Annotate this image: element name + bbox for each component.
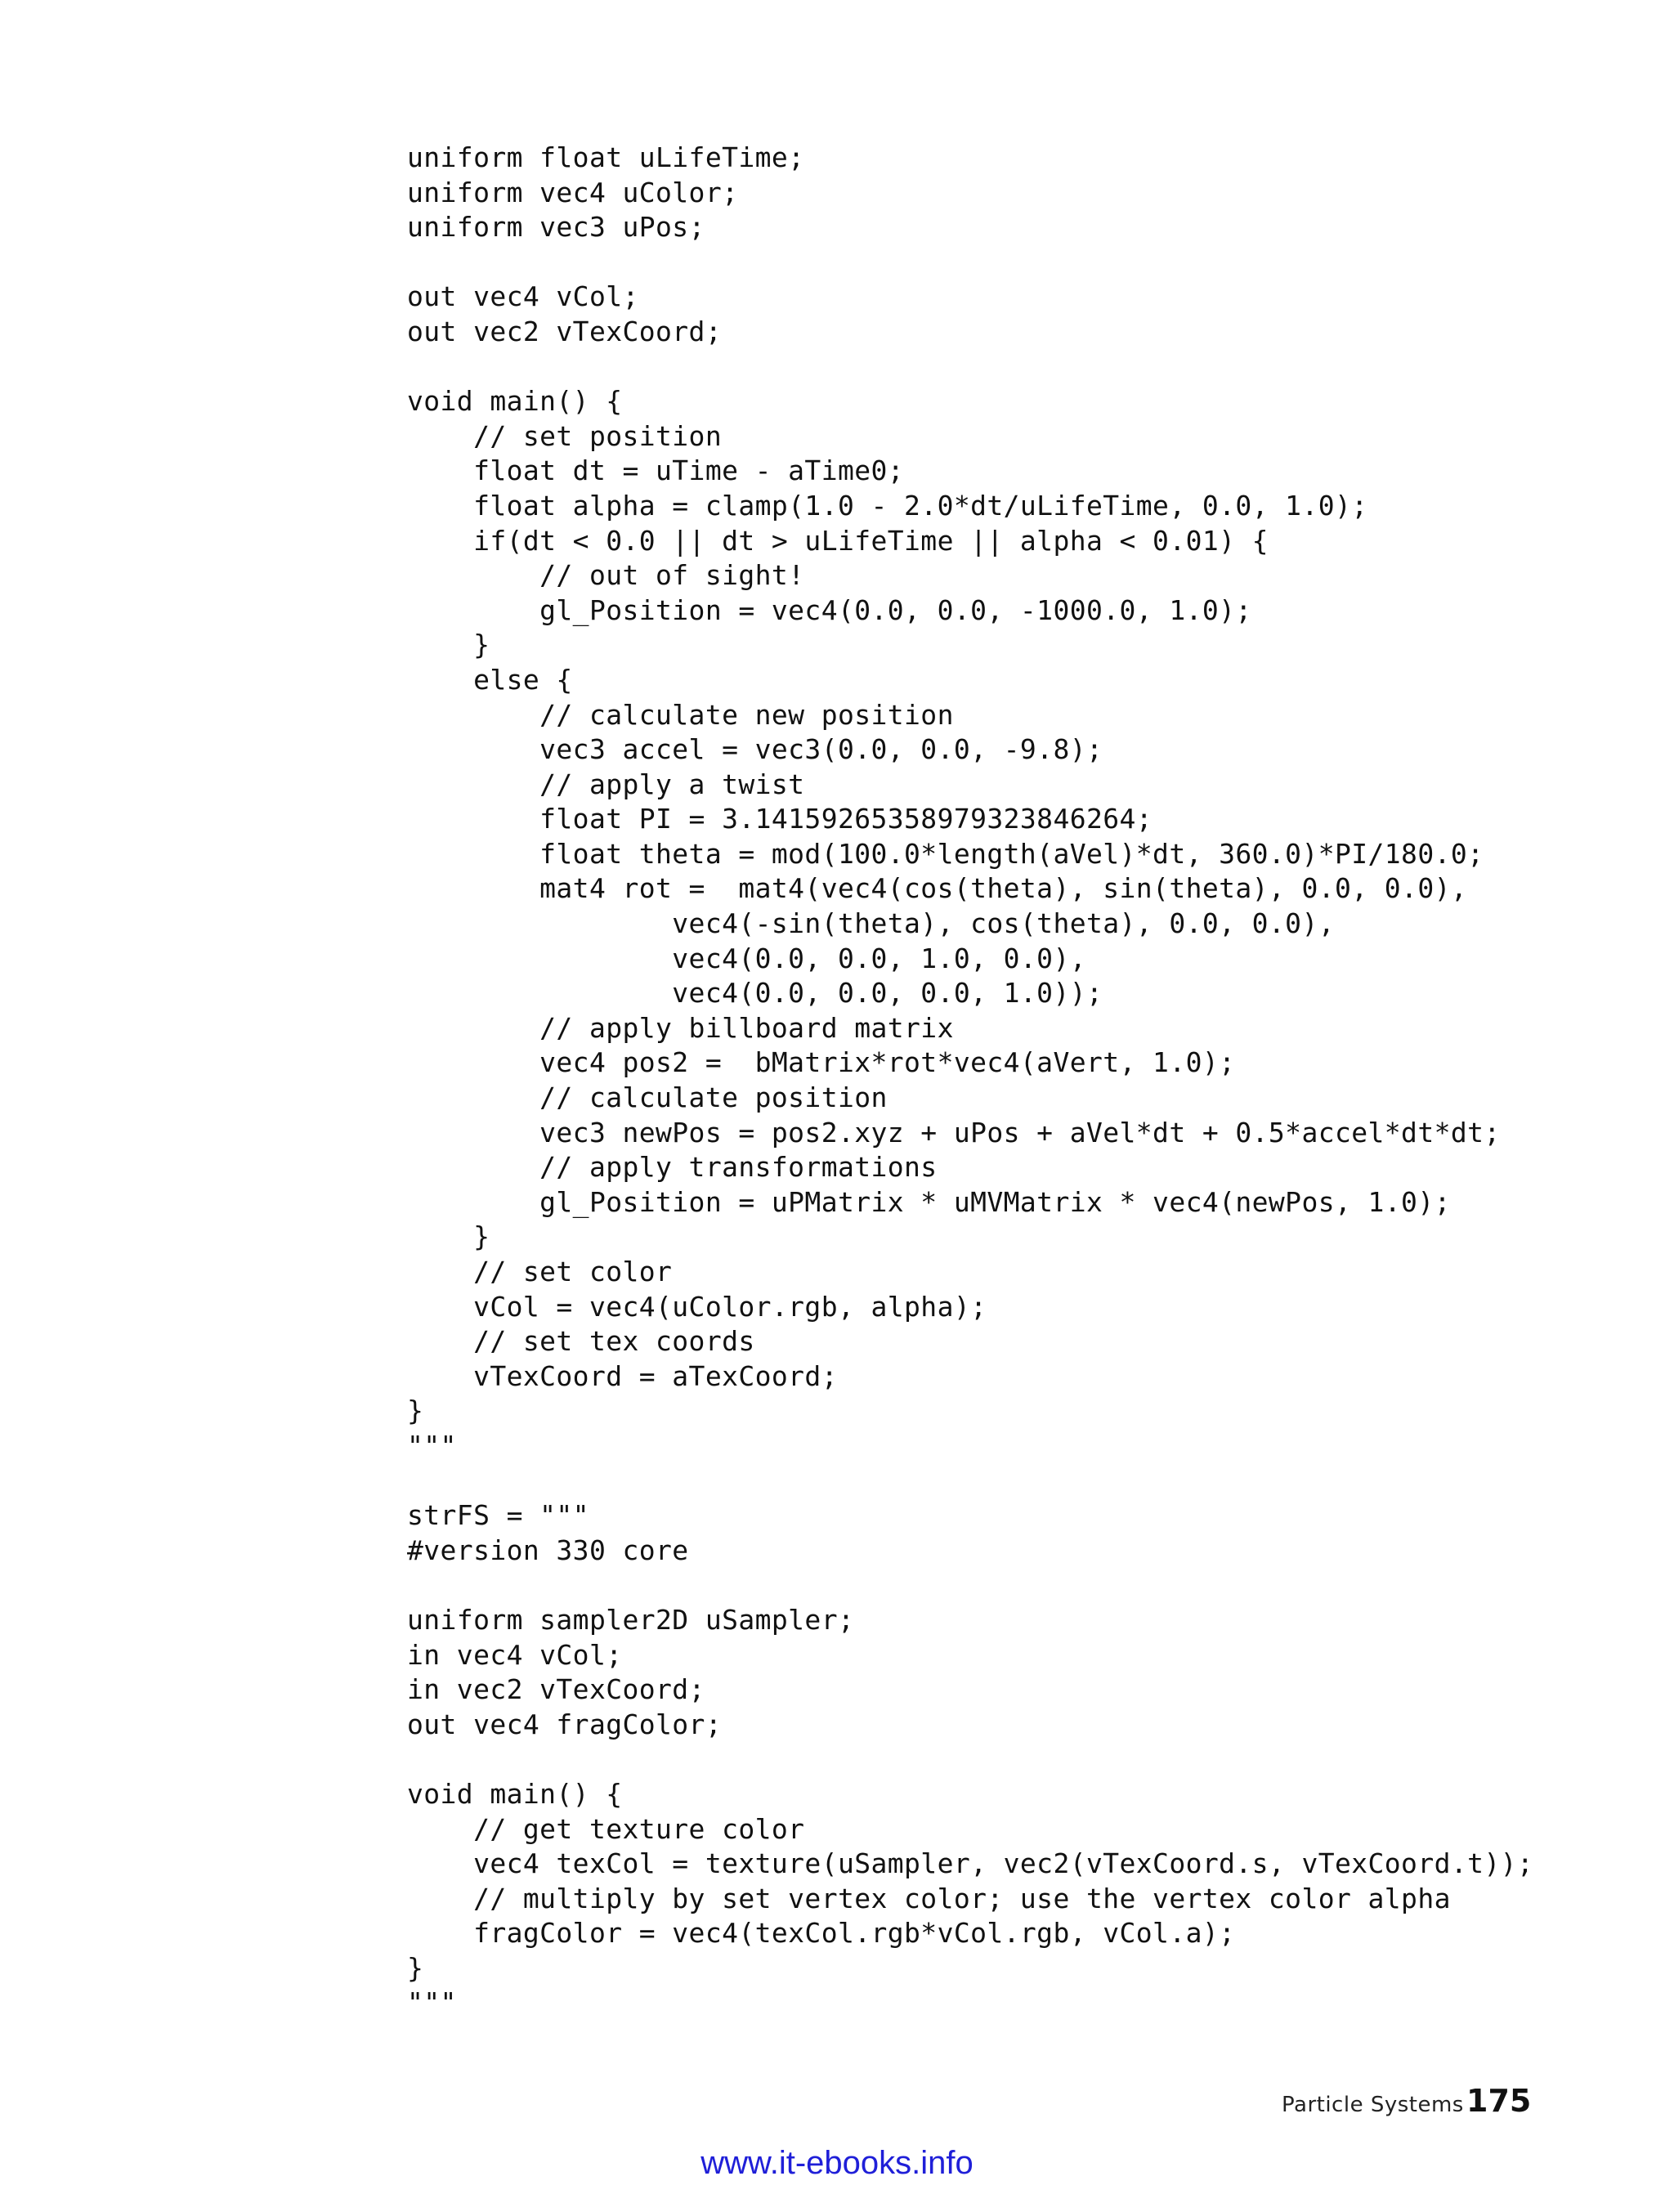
code-line: gl_Position = uPMatrix * uMVMatrix * vec4(newPos, 1.0); bbox=[407, 1185, 1451, 1218]
code-line: vec3 accel = vec3(0.0, 0.0, -9.8); bbox=[407, 733, 1103, 766]
code-line: // out of sight! bbox=[407, 559, 805, 592]
code-line: if(dt < 0.0 || dt > uLifeTime || alpha < 0.01) { bbox=[407, 524, 1269, 557]
code-line: uniform float uLifeTime; bbox=[407, 141, 805, 173]
code-line: // multiply by set vertex color; use the vertex color alpha bbox=[407, 1882, 1451, 1914]
code-line bbox=[407, 1742, 1533, 1777]
code-line: out vec2 vTexCoord; bbox=[407, 315, 723, 347]
code-line: // get texture color bbox=[407, 1812, 805, 1845]
code-line: float PI = 3.14159265358979323846264; bbox=[407, 803, 1153, 835]
code-line: #version 330 core bbox=[407, 1534, 689, 1566]
code-line: // set tex coords bbox=[407, 1325, 755, 1358]
code-line: fragColor = vec4(texCol.rgb*vCol.rgb, vCol.a); bbox=[407, 1917, 1236, 1950]
code-line: vec4(0.0, 0.0, 0.0, 1.0)); bbox=[407, 977, 1103, 1010]
code-line: vTexCoord = aTexCoord; bbox=[407, 1359, 838, 1392]
code-line: uniform vec4 uColor; bbox=[407, 176, 739, 208]
code-line: vec4 texCol = texture(uSampler, vec2(vTexCoord.s, vTexCoord.t)); bbox=[407, 1847, 1534, 1880]
code-line: } bbox=[407, 1395, 424, 1427]
code-line: """ bbox=[407, 1986, 457, 2019]
code-line: void main() { bbox=[407, 1777, 623, 1810]
code-line: strFS = """ bbox=[407, 1499, 589, 1532]
code-line: uniform sampler2D uSampler; bbox=[407, 1603, 855, 1636]
code-line bbox=[407, 245, 1533, 280]
code-line bbox=[407, 1464, 1533, 1499]
code-line: // apply billboard matrix bbox=[407, 1011, 954, 1044]
code-line: // set position bbox=[407, 419, 723, 452]
code-line: gl_Position = vec4(0.0, 0.0, -1000.0, 1.0); bbox=[407, 593, 1252, 626]
code-line: out vec4 fragColor; bbox=[407, 1708, 723, 1740]
code-line: in vec2 vTexCoord; bbox=[407, 1673, 705, 1706]
code-line: else { bbox=[407, 663, 573, 696]
running-footer-section: Particle Systems bbox=[1282, 2093, 1464, 2117]
code-line: vec4 pos2 = bMatrix*rot*vec4(aVert, 1.0); bbox=[407, 1046, 1236, 1079]
source-url-link[interactable]: www.it-ebooks.info bbox=[700, 2145, 974, 2181]
code-line: float theta = mod(100.0*length(aVel)*dt, 360.0)*PI/180.0; bbox=[407, 837, 1484, 870]
code-line: // apply transformations bbox=[407, 1151, 938, 1184]
code-line bbox=[407, 1568, 1533, 1603]
code-line: // calculate position bbox=[407, 1081, 888, 1114]
code-line: } bbox=[407, 629, 490, 661]
code-line: vCol = vec4(uColor.rgb, alpha); bbox=[407, 1290, 987, 1323]
code-line: float dt = uTime - aTime0; bbox=[407, 454, 905, 487]
code-line: } bbox=[407, 1220, 490, 1253]
code-line: vec3 newPos = pos2.xyz + uPos + aVel*dt + 0.5*accel*dt*dt; bbox=[407, 1116, 1501, 1149]
code-line: """ bbox=[407, 1429, 457, 1462]
code-line bbox=[407, 350, 1533, 385]
code-line: // apply a twist bbox=[407, 768, 805, 800]
code-line: vec4(0.0, 0.0, 1.0, 0.0), bbox=[407, 942, 1086, 974]
code-line: // calculate new position bbox=[407, 698, 954, 731]
code-listing bbox=[407, 141, 1533, 2021]
code-line: // set color bbox=[407, 1256, 673, 1287]
code-line: void main() { bbox=[407, 385, 623, 418]
code-line: uniform vec3 uPos; bbox=[407, 211, 705, 244]
code-line: } bbox=[407, 1951, 424, 1984]
code-line: vec4(-sin(theta), cos(theta), 0.0, 0.0), bbox=[407, 907, 1335, 940]
page-number: 175 bbox=[1466, 2083, 1532, 2119]
code-line: in vec4 vCol; bbox=[407, 1638, 623, 1671]
code-line: out vec4 vCol; bbox=[407, 280, 639, 313]
code-line: mat4 rot = mat4(vec4(cos(theta), sin(theta), 0.0, 0.0), bbox=[407, 872, 1468, 905]
code-line: float alpha = clamp(1.0 - 2.0*dt/uLifeTime, 0.0, 1.0); bbox=[407, 489, 1368, 522]
